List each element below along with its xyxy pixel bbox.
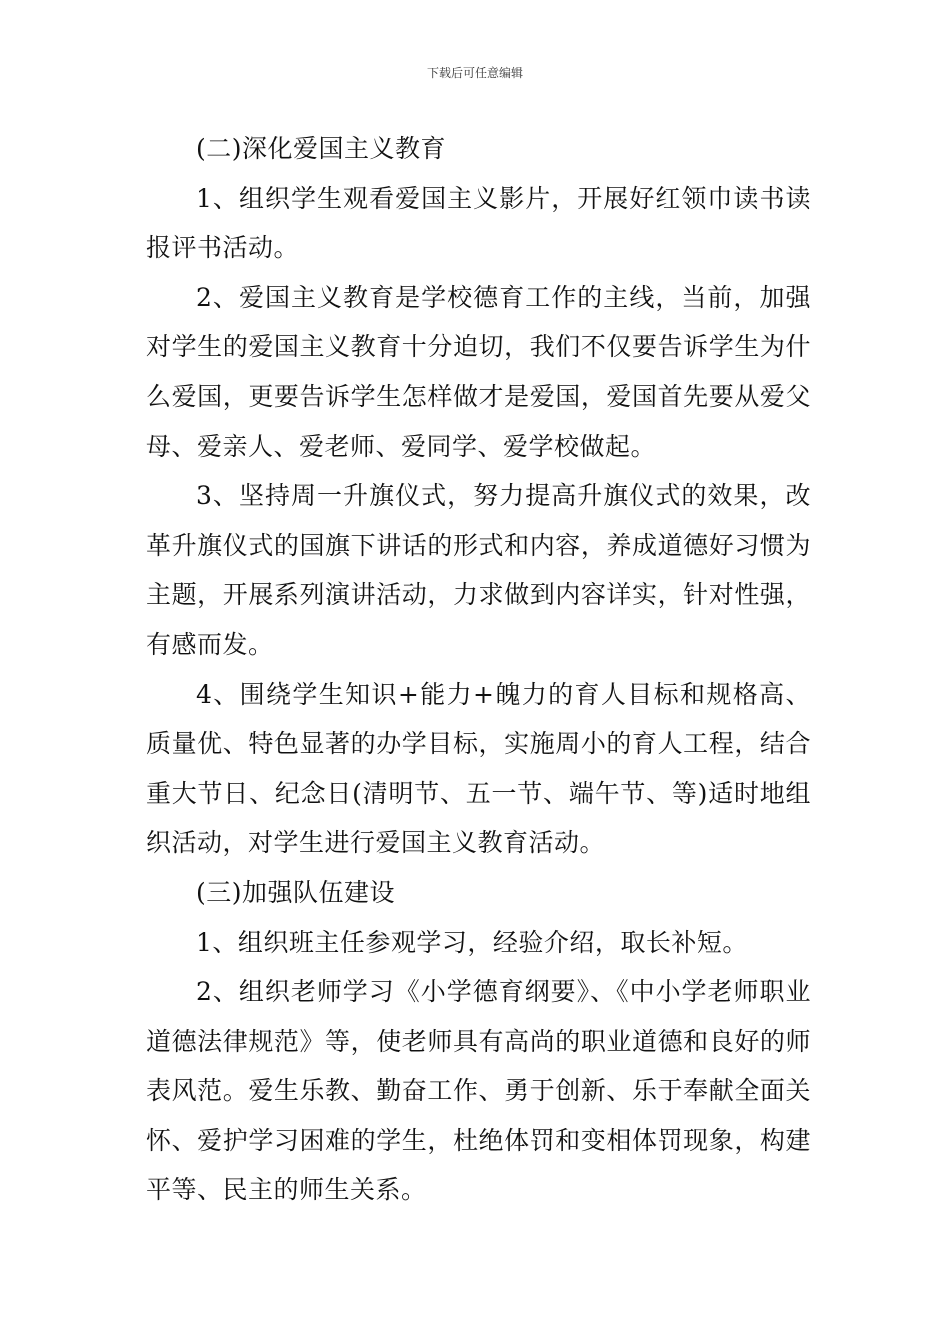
paragraph-team-item-1: 1、组织班主任参观学习，经验介绍，取长补短。	[196, 927, 748, 957]
paragraph-team-item-2: 2、组织老师学习《小学德育纲要》、《中小学老师职业道德法律规范》等，使老师具有高尚的职业道德和良好的师表风范。爱生乐教、勤奋工作、勇于创新、乐于奉献全面关怀、爱护学习困难的学生，杜绝体罚和变相体罚现象，构建平等、民主的师生关系。	[146, 977, 811, 1205]
paragraph-item-3: 3、坚持周一升旗仪式，努力提高升旗仪式的效果，改革升旗仪式的国旗下讲话的形式和内容，养成道德好习惯为主题，开展系列演讲活动，力求做到内容详实，针对性强，有感而发。	[146, 481, 811, 659]
section-heading-patriotic-education: (二)深化爱国主义教育	[196, 134, 447, 163]
document-body	[146, 124, 811, 1215]
paragraph-item-1: 1、组织学生观看爱国主义影片，开展好红领巾读书读报评书活动。	[146, 183, 811, 263]
page-header: 下载后可任意编辑	[426, 66, 523, 80]
paragraph-item-2: 2、爱国主义教育是学校德育工作的主线，当前，加强对学生的爱国主义教育十分迫切，我们不仅要告诉学生为什么爱国，更要告诉学生怎样做才是爱国，爱国首先要从爱父母、爱亲人、爱老师、爱同学、爱学校做起。	[146, 282, 811, 461]
paragraph-item-4: 4、围绕学生知识+能力+魄力的育人目标和规格高、质量优、特色显著的办学目标，实施周小的育人工程，结合重大节日、纪念日(清明节、五一节、端午节、等)适时地组织活动，对学生进行爱国主义教育活动。	[146, 679, 811, 858]
section-heading-team-building: (三)加强队伍建设	[196, 877, 396, 907]
